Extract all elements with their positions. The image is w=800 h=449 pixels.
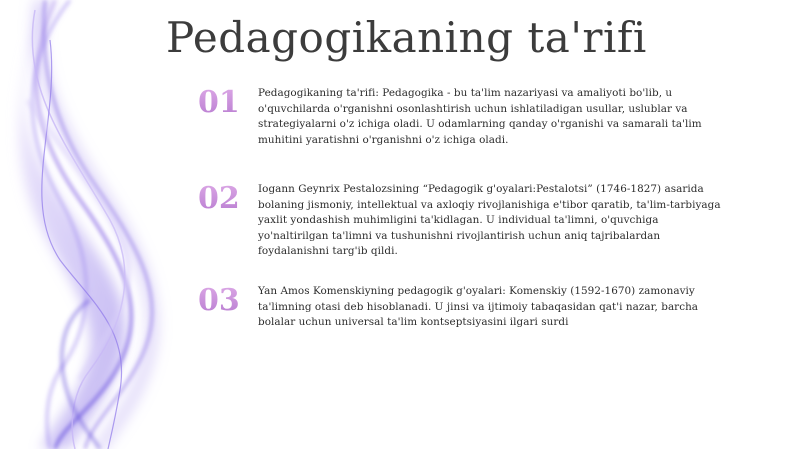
item-text: Pedagogikaning ta'rifi: Pedagogika - bu ta'lim nazariyasi va amaliyoti bo'lib, u o'quvchilarda o'rganishni osonlashtirish uchun ishlatiladigan usullar, uslublar va strategiyalarni o'z ichiga oladi. U odamlarning qanday o'rganishi va samarali ta'lim muhitini yaratishni o'rganishni o'z ichiga oladi. [258,87,702,146]
item-number: 03 [198,283,240,318]
item-text: Iogann Geynrix Pestalozsining “Pedagogik g'oyalari:Pestalotsi” (1746-1827) asarida bolaning jismoniy, intellektual va axloqiy rivojlanishiga e'tibor qaratib, ta'lim-tarbiyaga yaxlit yondashish muhimligini ta'kidlagan. U individual ta'limni, o'quvchiga yo'naltirilgan ta'limni va tushunishni rivojlantirish uchun aniq tajribalardan foydalanishni targ'ib qildi. [258,183,721,258]
item-number: 01 [198,85,240,120]
item-text: Yan Amos Komenskiyning pedagogik g'oyalari: Komenskiy (1592-1670) zamonaviy ta'limning otasi deb hisoblanadi. U jinsi va ijtimoiy tabaqasidan qat'i nazar, barcha bolalar uchun universal ta'lim kontseptsiyasini ilgari surdi [258,285,699,329]
item-number: 02 [198,181,240,216]
slide-title: Pedagogikaning ta'rifi [166,13,647,62]
decorative-wave-graphic [0,0,230,449]
